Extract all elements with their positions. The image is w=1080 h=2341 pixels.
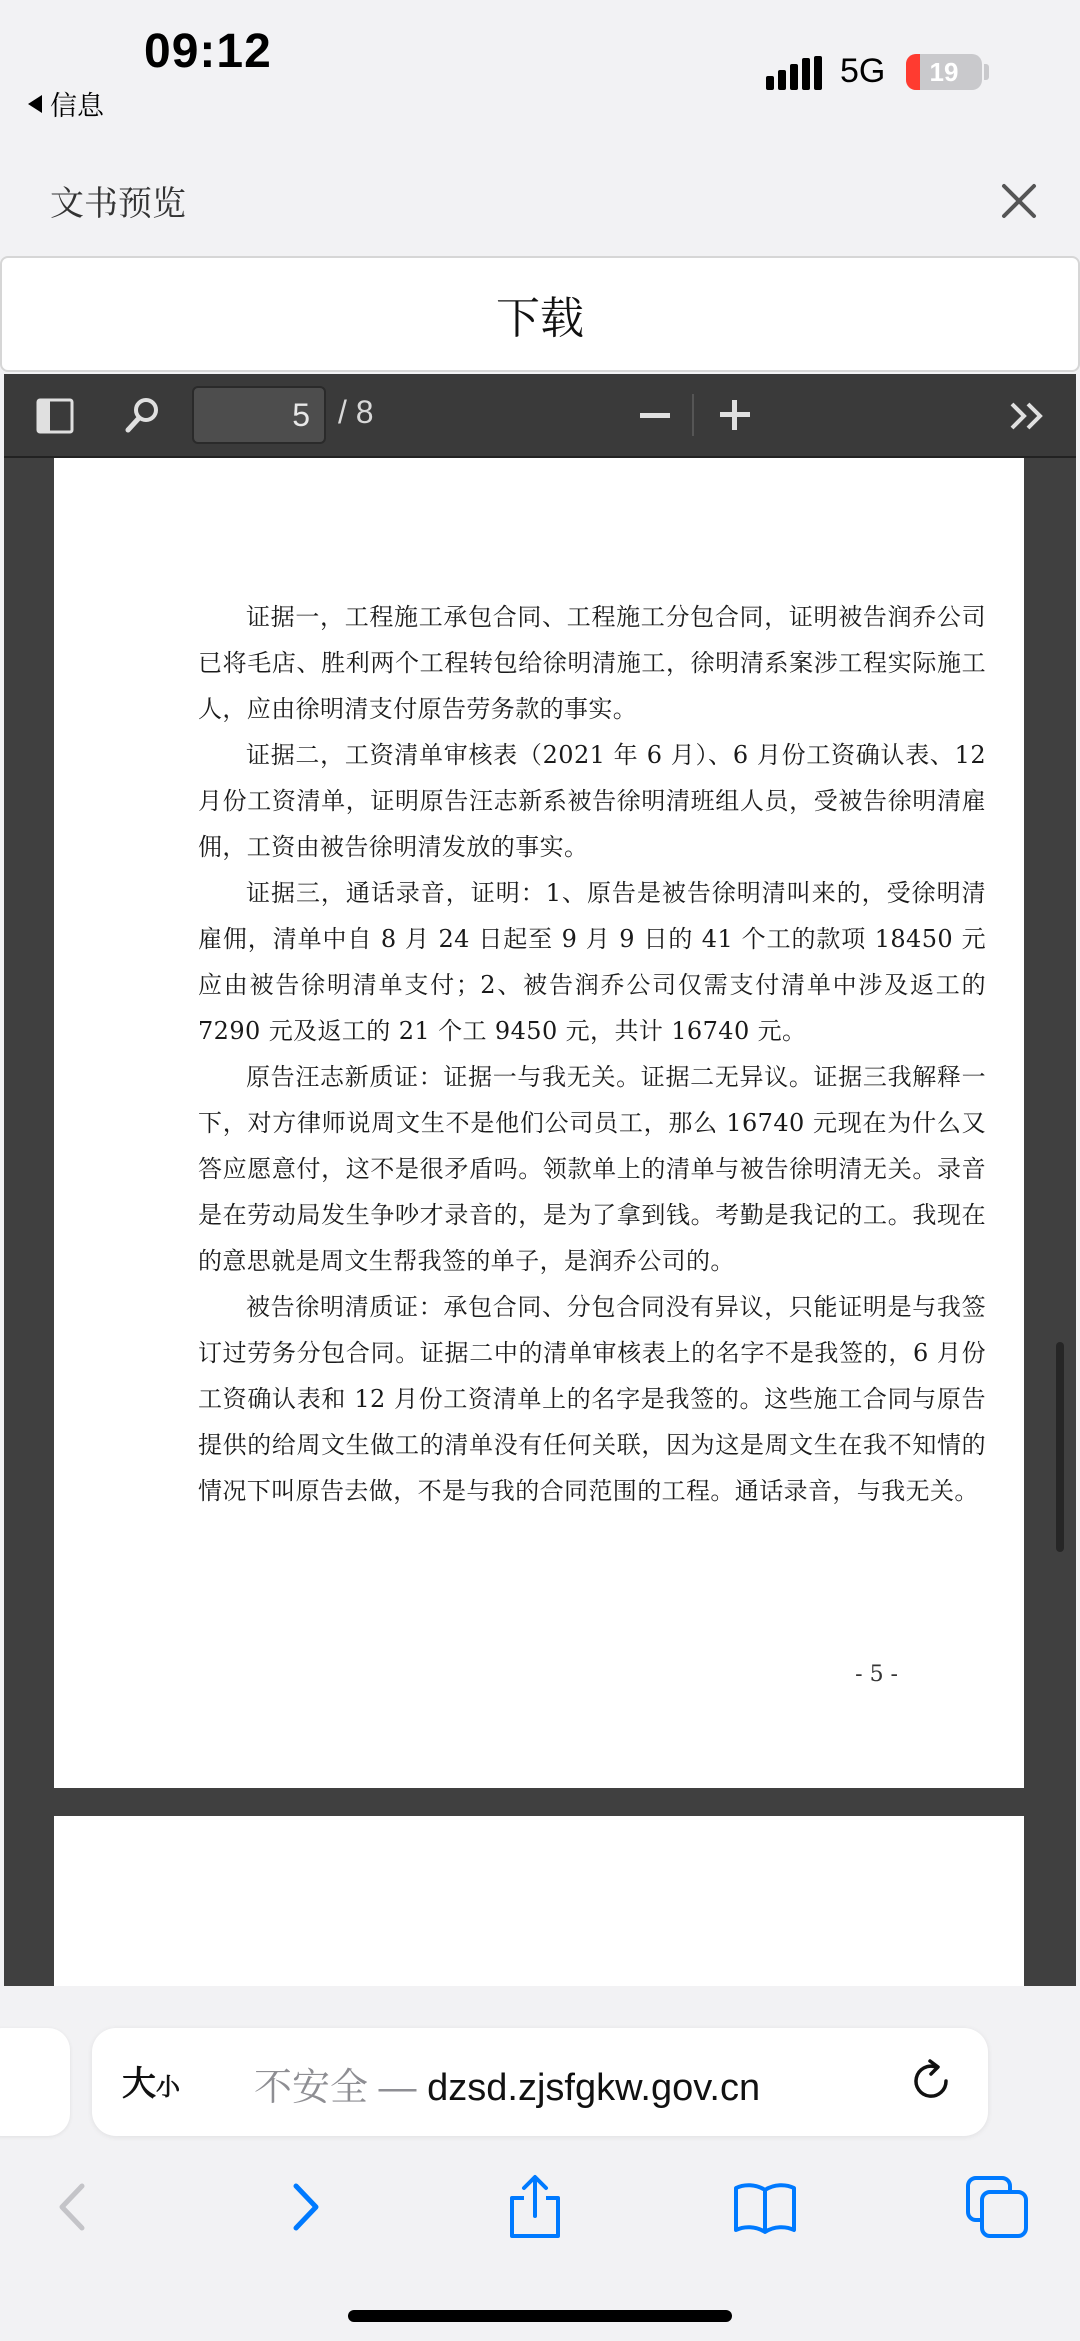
zoom-out-icon[interactable] xyxy=(640,412,670,420)
text-size-button[interactable] xyxy=(122,2056,180,2105)
page-title: 文书预览 xyxy=(50,184,186,224)
status-time: 09:12 xyxy=(144,25,272,78)
home-indicator xyxy=(348,2310,732,2322)
battery-nub xyxy=(984,64,989,80)
back-triangle-icon xyxy=(28,95,42,113)
network-type: 5G xyxy=(840,52,886,90)
preview-header xyxy=(0,148,1080,256)
more-tools-icon[interactable] xyxy=(1008,400,1046,432)
paragraph-evidence-2: 证据二，工资清单审核表（2021 年 6 月）、6 月份工资确认表、12 月份工资清单，证明原告汪志新系被告徐明清班组人员，受被告徐明清雇佣，工资由被告徐明清发放的事实。 xyxy=(198,741,986,861)
text-size-small: 小 xyxy=(156,2073,180,2101)
download-button[interactable]: 下载 xyxy=(0,256,1080,372)
back-app-label: 信息 xyxy=(50,91,104,122)
sidebar-toggle-icon[interactable] xyxy=(36,398,74,434)
status-bar xyxy=(0,0,1080,148)
battery-icon xyxy=(906,54,982,90)
pdf-toolbar xyxy=(4,374,1076,458)
paragraph-evidence-3: 证据三，通话录音，证明：1、原告是被告徐明清叫来的，受徐明清雇佣，清单中自 8 月 24 日起至 9 月 9 日的 41 个工的款项 18450 元应由被告徐明清单支付；2、被告润乔公司仅需支付清单中涉及返工的 7290 元及返工的 21 个工 9450 元，共计 16740 元。 xyxy=(198,879,986,1045)
insecure-label: 不安全 — xyxy=(254,2067,428,2109)
cellular-signal-icon xyxy=(766,56,822,90)
url-domain: dzsd.zjsfgkw.gov.cn xyxy=(427,2067,761,2109)
browser-bottom-bar xyxy=(0,1986,1080,2341)
tabs-icon[interactable] xyxy=(962,2172,1032,2242)
page-number-footer: - 5 - xyxy=(855,1662,898,1687)
bookmarks-icon[interactable] xyxy=(730,2172,800,2242)
search-icon[interactable] xyxy=(124,396,162,434)
paragraph-evidence-1: 证据一，工程施工承包合同、工程施工分包合同，证明被告润乔公司已将毛店、胜利两个工程转包给徐明清施工，徐明清系案涉工程实际施工人，应由徐明清支付原告劳务款的事实。 xyxy=(198,603,986,723)
battery-level: 19 xyxy=(929,56,959,87)
page-number-input[interactable] xyxy=(192,386,326,444)
text-size-big: 大 xyxy=(122,2064,156,2104)
pdf-viewer xyxy=(4,374,1076,1986)
page-total: / 8 xyxy=(338,394,374,430)
forward-arrow-icon[interactable] xyxy=(270,2172,340,2242)
reload-icon[interactable] xyxy=(908,2058,954,2104)
address-bar[interactable] xyxy=(92,2028,988,2136)
scrollbar[interactable] xyxy=(1056,1342,1064,1552)
previous-tab-preview[interactable] xyxy=(0,2028,70,2136)
back-to-app-button[interactable] xyxy=(28,84,104,123)
paragraph-plaintiff-response: 原告汪志新质证：证据一与我无关。证据二无异议。证据三我解释一下，对方律师说周文生不是他们公司员工，那么 16740 元现在为什么又答应愿意付，这不是很矛盾吗。领款单上的清单与被告徐明清无关。录音是在劳动局发生争吵才录音的，是为了拿到钱。考勤是我记的工。我现在的意思就是周文生帮我签的单子，是润乔公司的。 xyxy=(198,1063,986,1275)
pdf-next-page xyxy=(54,1816,1024,1986)
pdf-viewport[interactable] xyxy=(4,458,1076,1986)
share-icon[interactable] xyxy=(500,2172,570,2242)
zoom-in-icon[interactable] xyxy=(720,400,750,430)
url-display[interactable] xyxy=(254,2056,760,2111)
document-text xyxy=(198,594,986,1514)
back-arrow-icon[interactable] xyxy=(38,2172,108,2242)
close-icon[interactable] xyxy=(998,180,1040,222)
paragraph-defendant-response: 被告徐明清质证：承包合同、分包合同没有异议，只能证明是与我签订过劳务分包合同。证据二中的清单审核表上的名字不是我签的，6 月份工资确认表和 12 月份工资清单上的名字是我签的。这些施工合同与原告提供的给周文生做工的清单没有任何关联，因为这是周文生在我不知情的情况下叫原告去做，不是与我的合同范围的工程。通话录音，与我无关。 xyxy=(198,1293,986,1505)
pdf-page xyxy=(54,458,1024,1788)
toolbar-divider xyxy=(692,394,694,436)
